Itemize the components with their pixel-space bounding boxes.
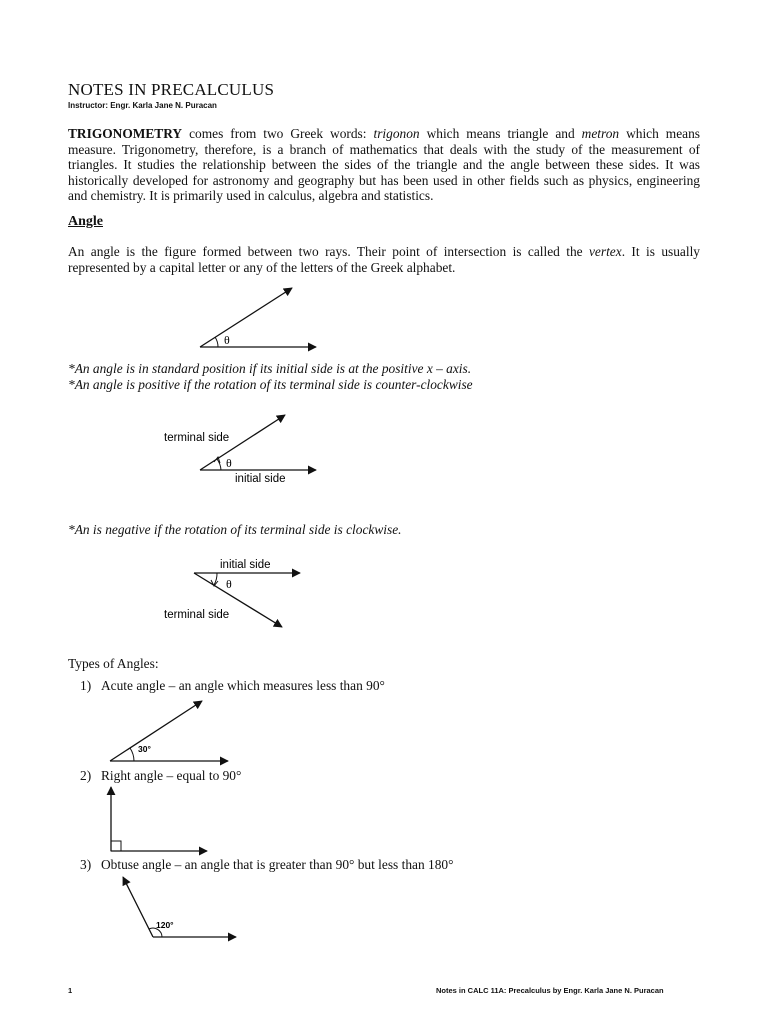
- instructor-line: Instructor: Engr. Karla Jane N. Puracan: [68, 101, 217, 110]
- ray-terminal: [123, 877, 153, 937]
- footer-text: Notes in CALC 11A: Precalculus by Engr. Karla Jane N. Puracan: [436, 986, 664, 995]
- right-angle-marker: [111, 841, 121, 851]
- ray-terminal: [200, 288, 292, 347]
- angle-label-30: 30°: [138, 744, 151, 754]
- diagram-basic-angle: [200, 288, 316, 347]
- theta-label: θ: [226, 577, 232, 591]
- diagram-obtuse-angle: [123, 877, 236, 937]
- terminal-side-label: terminal side: [164, 609, 230, 621]
- note-positive-angle: *An angle is positive if the rotation of its terminal side is counter-clockwise: [68, 377, 473, 392]
- intro-text-2: which means triangle and: [419, 126, 582, 141]
- angle-def-text-2: . It is usually represented by a capital letter or any of the letters of the Greek alphabet.: [68, 244, 700, 275]
- intro-term: TRIGONOMETRY: [68, 126, 183, 141]
- angle-label-120: 120°: [156, 920, 174, 930]
- diagram-right-angle: [111, 787, 207, 851]
- initial-side-label: initial side: [235, 473, 286, 485]
- types-heading: Types of Angles:: [68, 656, 159, 671]
- intro-word-trigonon: trigonon: [373, 126, 420, 141]
- angle-heading: Angle: [68, 214, 103, 229]
- angle-arc: [215, 337, 218, 347]
- angle-def-vertex: vertex: [588, 244, 622, 259]
- note-standard-position: *An angle is in standard position if its initial side is at the positive x – axis.: [68, 361, 472, 376]
- type-item-text: Obtuse angle – an angle that is greater than 90° but less than 180°: [101, 857, 454, 872]
- note-negative-angle: *An is negative if the rotation of its terminal side is clockwise.: [68, 522, 402, 537]
- initial-side-label: initial side: [220, 559, 271, 571]
- type-item-number: 1): [80, 678, 92, 693]
- diagram-acute-angle: [110, 701, 228, 761]
- intro-text-1: comes from two Greek words:: [182, 126, 374, 141]
- diagram-negative-angle: [164, 559, 300, 627]
- terminal-side-label: terminal side: [164, 432, 230, 444]
- diagram-positive-angle: [164, 415, 316, 485]
- theta-label: θ: [226, 456, 232, 470]
- theta-label: θ: [224, 333, 230, 347]
- intro-word-metron: metron: [581, 126, 620, 141]
- ray-terminal: [110, 701, 202, 761]
- angle-def-text-1: An angle is the figure formed between two rays. Their point of intersection is called the: [68, 244, 589, 259]
- page-title: NOTES IN PRECALCULUS: [68, 80, 275, 99]
- type-item-text: Acute angle – an angle which measures less than 90°: [101, 678, 385, 693]
- type-item-number: 3): [80, 857, 92, 872]
- type-item-number: 2): [80, 768, 92, 783]
- intro-text-3: which means measure. Trigonometry, therefore, is a branch of mathematics that deals with the study of the measurement of triangles. It studies the relationship between the sides of the triangle and the angle between these sides. It was historically developed for astronomy and geography but has been used in other fields such as physics, engineering and chemistry. It is primarily used in calculus, algebra and statistics.: [68, 126, 700, 204]
- angle-arc: [130, 748, 134, 761]
- page-number: 1: [68, 986, 73, 995]
- type-item-text: Right angle – equal to 90°: [101, 768, 242, 783]
